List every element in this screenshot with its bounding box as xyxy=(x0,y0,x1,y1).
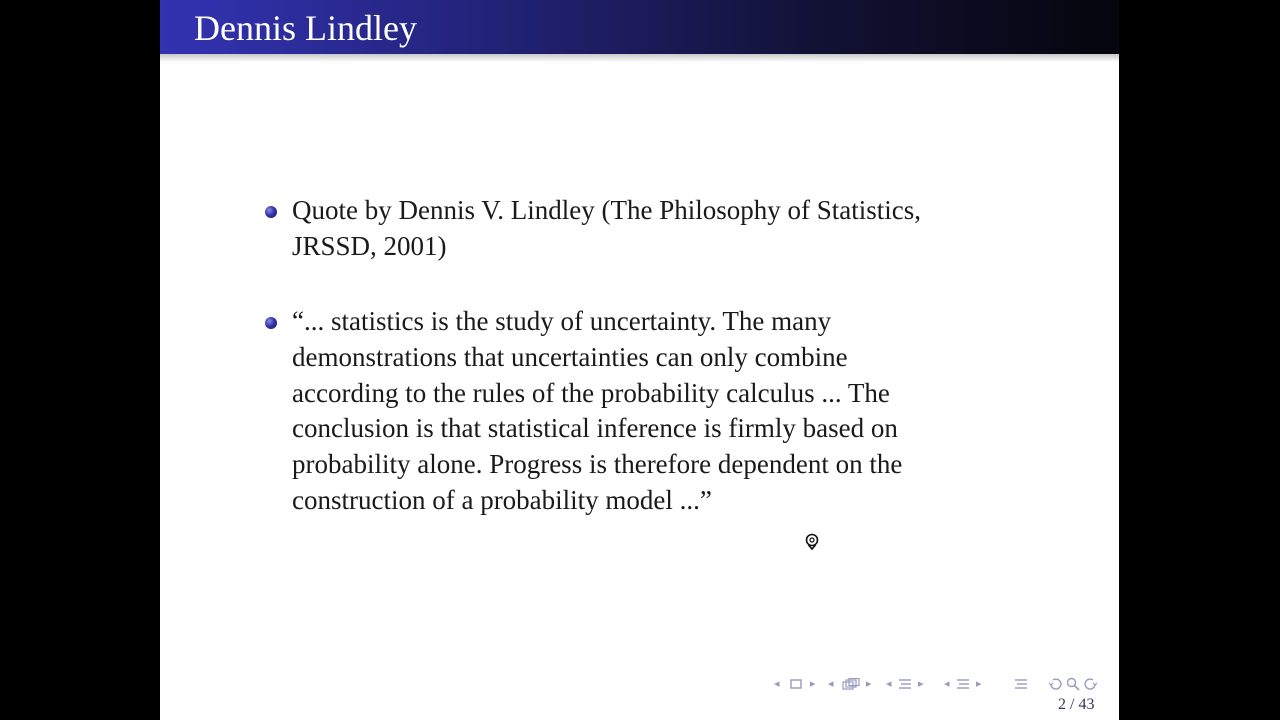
nav-section-left-icon[interactable]: ◂ xyxy=(886,677,892,690)
nav-search-icon[interactable] xyxy=(1066,677,1080,691)
text-line: according to the rules of the probability calculus ... The xyxy=(292,377,890,408)
nav-undo-icon[interactable] xyxy=(1048,677,1062,691)
text-line: demonstrations that uncertainties can only combine xyxy=(292,341,848,372)
nav-subsection-right-icon[interactable]: ▸ xyxy=(866,677,872,690)
quote-text xyxy=(292,304,1052,519)
text-line: construction of a probability model ...” xyxy=(292,484,712,515)
nav-frame-right-icon[interactable]: ▸ xyxy=(810,677,816,690)
text-line: conclusion is that statistical inference is firmly based on xyxy=(292,413,898,444)
nav-redo-icon[interactable] xyxy=(1084,677,1098,691)
text-line: “... statistics is the study of uncertainty. The many xyxy=(292,306,832,336)
nav-subsection-icon[interactable] xyxy=(956,678,970,690)
slide xyxy=(160,0,1119,720)
nav-subsection-right-icon[interactable]: ▸ xyxy=(976,677,982,690)
title-bar xyxy=(160,0,1119,54)
text-line: JRSSD, 2001) xyxy=(292,230,447,261)
page-counter: 2 / 43 xyxy=(1058,696,1095,713)
text-line: probability alone. Progress is therefore dependent on the xyxy=(292,449,903,480)
navigation-bar xyxy=(774,676,1114,692)
nav-frame-left-icon[interactable]: ◂ xyxy=(774,677,780,690)
title-bar-shadow xyxy=(160,54,1119,62)
nav-subsection-icon[interactable] xyxy=(842,678,860,690)
bullet-item-text xyxy=(292,193,1052,265)
nav-subsection-left-icon[interactable]: ◂ xyxy=(944,677,950,690)
nav-section-right-icon[interactable]: ▸ xyxy=(918,677,924,690)
nav-frame-icon[interactable] xyxy=(790,679,802,689)
nav-appendix-icon[interactable] xyxy=(1014,678,1028,690)
slide-title: Dennis Lindley xyxy=(194,8,417,48)
bullet-icon xyxy=(265,317,277,329)
nav-subsection-left-icon[interactable]: ◂ xyxy=(828,677,834,690)
nav-section-icon[interactable] xyxy=(898,678,912,690)
text-line: Quote by Dennis V. Lindley (The Philosophy of Statistics, xyxy=(292,195,921,225)
mouse-cursor-icon xyxy=(804,533,820,551)
bullet-icon xyxy=(265,206,277,218)
